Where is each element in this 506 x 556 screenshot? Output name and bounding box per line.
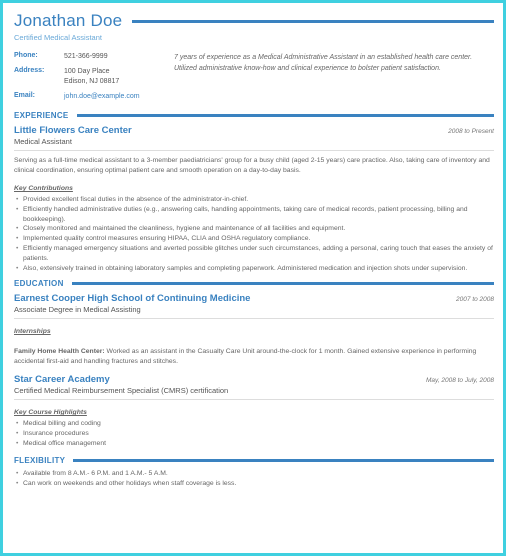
address-value bbox=[64, 67, 119, 87]
internship-label: Family Home Health Center: bbox=[14, 348, 105, 356]
summary-text: 7 years of experience as a Medical Administrative Assistant in an established health care center. Utilized administrative know-how and clinical experience to bolster patient satisfaction. bbox=[174, 54, 473, 72]
course-highlights-heading: Key Course Highlights bbox=[14, 409, 87, 417]
school2-name: Star Career Academy bbox=[14, 374, 110, 386]
employer-name: Little Flowers Care Center bbox=[14, 125, 132, 136]
course-list bbox=[14, 419, 494, 448]
email-link[interactable]: john.doe@example.com bbox=[64, 93, 140, 100]
school1-name: Earnest Cooper High School of Continuing Medicine bbox=[14, 293, 251, 305]
phone-label: Phone: bbox=[14, 52, 38, 59]
address-label: Address: bbox=[14, 67, 45, 74]
address-line-1: 100 Day Place bbox=[64, 68, 110, 75]
internship-text bbox=[14, 347, 494, 367]
list-item: • Efficiently handled administrative duties (e.g., answering calls, handling appointments, taking care of medical records, patient processing, billing and bookkeeping). bbox=[14, 205, 494, 225]
employment-date: 2008 to Present bbox=[448, 128, 494, 135]
education-divider bbox=[72, 282, 494, 285]
candidate-name: Jonathan Doe bbox=[14, 11, 123, 30]
list-item: • Provided excellent fiscal duties in the absence of the administrator-in-chief. bbox=[14, 195, 494, 205]
candidate-title: Certified Medical Assistant bbox=[14, 33, 102, 42]
resume-header bbox=[14, 11, 494, 42]
school2-date: May, 2008 to July, 2008 bbox=[425, 377, 494, 385]
flexibility-list bbox=[14, 469, 494, 489]
internships-heading: Internships bbox=[14, 328, 51, 336]
job-role: Medical Assistant bbox=[14, 137, 72, 146]
education-heading: EDUCATION bbox=[14, 279, 64, 289]
experience-entry-header bbox=[14, 125, 494, 136]
list-item: • Available from 8 A.M.- 6 P.M. and 1 A.M.- 5 A.M. bbox=[14, 469, 494, 479]
list-item: • Closely monitored and maintained the cleanliness, hygiene and maintenance of all facilities and equipment. bbox=[14, 224, 494, 234]
header-divider bbox=[132, 20, 494, 23]
phone-value: 521-366-9999 bbox=[64, 53, 108, 60]
list-item: • Also, extensively trained in obtaining laboratory samples and completing paperwork. Administered medication and injection shots under supervision. bbox=[14, 264, 494, 274]
school1-degree: Associate Degree in Medical Assisting bbox=[14, 305, 141, 315]
experience-divider bbox=[77, 114, 494, 117]
experience-thin-divider bbox=[14, 150, 494, 151]
list-item: • Medical office management bbox=[14, 439, 494, 449]
resume-page bbox=[3, 3, 503, 553]
phone-line bbox=[14, 52, 174, 62]
list-item: • Can work on weekends and other holidays when staff coverage is less. bbox=[14, 479, 494, 489]
school1-thin-divider bbox=[14, 318, 494, 319]
experience-heading: EXPERIENCE bbox=[14, 111, 69, 120]
address-line-2: Edison, NJ 08817 bbox=[64, 78, 120, 85]
email-label: Email: bbox=[14, 92, 36, 99]
name-block bbox=[14, 11, 122, 42]
flexibility-section-header bbox=[14, 456, 494, 465]
internship-description: Worked as an assistant in the Casualty Care Unit around-the-clock for 1 month. Gained extensive experience in performing accidental first-aid and handling fractures and stitches. bbox=[14, 348, 477, 366]
school1-header bbox=[14, 293, 494, 304]
list-item: • Implemented quality control measures ensuring HIPAA, CLIA and OSHA regulatory compliance. bbox=[14, 234, 494, 244]
contact-info bbox=[14, 52, 174, 107]
school1-date: 2007 to 2008 bbox=[456, 296, 494, 304]
school2-degree: Certified Medical Reimbursement Specialist (CMRS) certification bbox=[14, 386, 229, 396]
school2-header bbox=[14, 374, 494, 385]
school2-thin-divider bbox=[14, 399, 494, 400]
job-description: Serving as a full-time medical assistant to a 3-member paediatricians' group for a busy child (aged 2-15 years) care practice. Also, taking care of inventory and clinical coordination, ensuring optimal patient care and smooth operation on a day-to-day basis. bbox=[14, 157, 490, 174]
experience-section-header bbox=[14, 111, 494, 120]
list-item: • Medical billing and coding bbox=[14, 419, 494, 429]
contributions-list bbox=[14, 195, 494, 273]
address-line bbox=[14, 67, 174, 87]
flexibility-divider bbox=[73, 459, 494, 462]
contact-row bbox=[14, 52, 494, 107]
email-line bbox=[14, 92, 174, 102]
list-item: • Insurance procedures bbox=[14, 429, 494, 439]
flexibility-heading: FLEXIBILITY bbox=[14, 455, 66, 465]
education-section-header bbox=[14, 279, 494, 288]
key-contributions-heading: Key Contributions bbox=[14, 185, 73, 192]
list-item: • Efficiently managed emergency situations and averted possible glitches under such circumstances, adding a personal, caring touch that eases the anxiety of patients. bbox=[14, 244, 494, 264]
